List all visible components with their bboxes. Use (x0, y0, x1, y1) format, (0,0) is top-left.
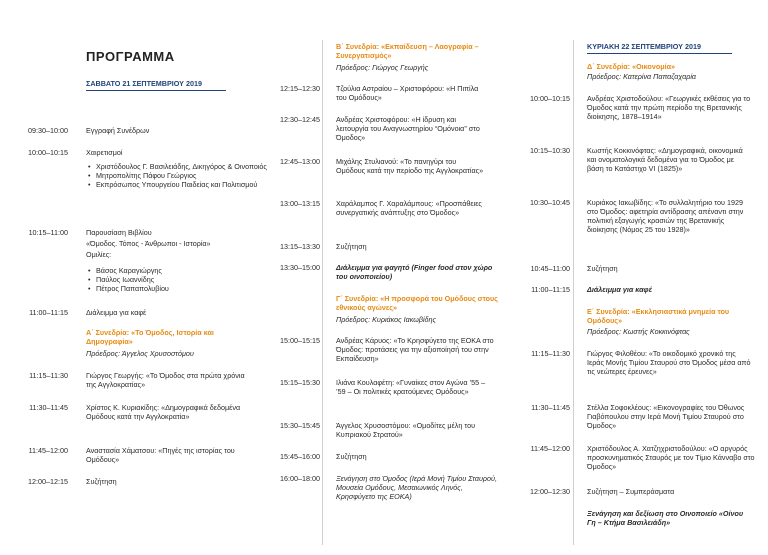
book-title: «Όμοδος. Τόπος - Άνθρωποι - Ιστορία» (86, 239, 211, 248)
time-label: 11:15–11:30 (29, 371, 68, 380)
session-a-title: Α΄ Συνεδρία: «Το Όμοδος, Ιστορία και Δημογραφία» (86, 328, 214, 346)
list-item: • Παύλος Ιωαννίδης (96, 275, 271, 284)
time-label: 11:30–11:45 (29, 403, 68, 412)
column-divider-2 (573, 40, 574, 545)
day2-date: ΚΥΡΙΑΚΗ 22 ΣΕΠΤΕΜΒΡΙΟΥ 2019 (587, 42, 732, 54)
time-label: 09:30–10:00 (28, 126, 68, 135)
list-item: • Πέτρος Παπαπολυβίου (96, 284, 271, 293)
agenda-item: Στέλλα Σοφοκλέους: «Εικονογραφίες του Όθωνος Γιαβόπουλου στην Ιερά Μονή Τιμίου Σταυρού στο Όμοδος» (587, 403, 745, 430)
agenda-item: Εγγραφή Συνέδρων (86, 126, 150, 135)
time-label: 10:45–11:00 (530, 264, 570, 273)
list-item: • Εκπρόσωπος Υπουργείου Παιδείας και Πολιτισμού (96, 180, 271, 189)
time-label: 15:15–15:30 (280, 378, 320, 387)
agenda-item: Μιχάλης Στυλιανού: «Το πανηγύρι του Ομόδους κατά την περίοδο της Αγγλοκρατίας» (336, 157, 484, 175)
agenda-item: Ανδρέας Χριστοφόρου: «Η ίδρυση και λειτουργία του Αναγνωστηρίου “Ομόνοια” στο Όμοδος» (336, 115, 480, 142)
agenda-item: Χαιρετισμοί (86, 148, 123, 157)
agenda-item: Αναστασία Χάματσου: «Πηγές της ιστορίας του Ομόδους» (86, 446, 235, 464)
time-label: 15:00–15:15 (280, 336, 320, 345)
session-chair: Πρόεδρος: Κυριάκος Ιακωβίδης (336, 315, 437, 324)
page-title: ΠΡΟΓΡΑΜΜΑ (86, 49, 175, 64)
time-label: 12:30–12:45 (280, 115, 320, 124)
agenda-item: Συζήτηση (587, 264, 618, 273)
time-label: 12:00–12:30 (530, 487, 570, 496)
agenda-item: Χριστόδουλος Α. Χατζηχριστοδούλου: «Ο αργυρός προσκυνηματικός Σταυρός με τον Τίμιο Κάνναβο στο Όμοδος» (587, 444, 755, 471)
agenda-item: Γιώργος Γεωργής: «Το Όμοδος στα πρώτα χρόνια της Αγγλοκρατίας» (86, 371, 245, 389)
agenda-item: Ανδρέας Κάρυος: «Το Κρησφύγετο της ΕΟΚΑ στο Όμοδος: προτάσεις για την αξιοποίησή του στην Εκπαίδευση» (336, 336, 494, 363)
agenda-item: Γιώργος Φιλοθέου: «Το οικοδομικό χρονικό της Ιεράς Μονής Τιμίου Σταυρού στο Όμοδος μέσα από τις νεώτερες έρευνες» (587, 349, 751, 376)
lunch-break: Διάλειμμα για φαγητό (Finger food στον χώρο του οινοποιείου) (336, 263, 493, 281)
time-label: 11:00–11:15 (531, 285, 570, 294)
time-label: 16:00–18:00 (280, 474, 320, 483)
greetings-list (86, 162, 271, 189)
speakers-list (86, 266, 271, 293)
agenda-item: Παρουσίαση Βιβλίου (86, 228, 152, 237)
agenda-item: Ξενάγηση στο Όμοδος (Ιερά Μονή Τιμίου Σταυρού, Μουσεία Ομόδους, Μεσαιωνικός Ληνός, Κρησφύγετο της ΕΟΚΑ) (336, 474, 497, 501)
session-chair: Πρόεδρος: Γιώργος Γεωργής (336, 63, 429, 72)
session-d-title: Δ΄ Συνεδρία: «Οικονομία» (587, 62, 676, 71)
list-item: • Μητροπολίτης Πάφου Γεώργιος (96, 171, 271, 180)
session-b-title: Β΄ Συνεδρία: «Εκπαίδευση – Λαογραφία – Συνεργατισμός» (336, 42, 479, 60)
agenda-item: Διάλειμμα για καφέ (86, 308, 147, 317)
time-label: 12:15–12:30 (280, 84, 320, 93)
time-label: 11:45–12:00 (530, 444, 570, 453)
time-label: 10:30–10:45 (530, 198, 570, 207)
time-label: 12:45–13:00 (280, 157, 320, 166)
speakers-label: Ομιλίες: (86, 250, 112, 259)
session-e-title: Ε΄ Συνεδρία: «Εκκλησιαστικά μνημεία του Ομόδους» (587, 307, 730, 325)
coffee-break: Διάλειμμα για καφέ (587, 285, 653, 294)
session-chair: Πρόεδρος: Κατερίνα Παπαζαχαρία (587, 72, 697, 81)
agenda-item: Άγγελος Χρυσοστόμου: «Ομοδίτες μέλη του Κυπριακού Στρατού» (336, 421, 476, 439)
time-label: 13:30–15:00 (280, 263, 320, 272)
time-label: 15:45–16:00 (280, 452, 320, 461)
agenda-item: Συζήτηση (86, 477, 117, 486)
agenda-item: Συζήτηση (336, 242, 367, 251)
closing-reception: Ξενάγηση και δεξίωση στο Οινοποιείο «Οίνου Γη – Κτήμα Βασιλειάδη» (587, 509, 744, 527)
agenda-item: Συζήτηση (336, 452, 367, 461)
column-divider-1 (322, 40, 323, 545)
agenda-item: Ανδρέας Χριστοδούλου: «Γεωργικές εκθέσεις για το Όμοδος κατά την πρώτη περίοδο της Βρετανικής διοίκησης, 1878–1914» (587, 94, 751, 121)
time-label: 10:00–10:15 (28, 148, 68, 157)
time-label: 13:15–13:30 (280, 242, 320, 251)
time-label: 15:30–15:45 (280, 421, 320, 430)
agenda-item: Κωστής Κοκκινόφτας: «Δημογραφικά, οικονομικά και ονοματολογικά δεδομένα για το Όμοδος με βάση το Κατάστιχο VI (1825)» (587, 146, 743, 173)
agenda-item: Τζούλια Αστραίου – Χριστοφόρου: «Η Πιπίλα του Ομόδους» (336, 84, 479, 102)
day1-date: ΣΑΒΒΑΤΟ 21 ΣΕΠΤΕΜΒΡΙΟΥ 2019 (86, 79, 226, 91)
time-label: 11:45–12:00 (28, 446, 68, 455)
time-label: 11:00–11:15 (29, 308, 68, 317)
list-item: • Χριστόδουλος Γ. Βασιλειάδης, Δικηγόρος & Οινοποιός (96, 162, 271, 171)
time-label: 10:00–10:15 (530, 94, 570, 103)
agenda-item: Ιλιάνα Κουλαφέτη: «Γυναίκες στον Αγώνα ’55 – ’59 – Οι πολιτικές κρατούμενες Ομόδους» (336, 378, 486, 396)
agenda-item: Κυριάκος Ιακωβίδης: «Το συλλαλητήριο του 1929 στο Όμοδος: αφετηρία αντίδρασης απέναντι στην πολιτική εξαγωγής κρασιών της Βρετανικής διοίκησης (Νόμος 25 του 1928)» (587, 198, 744, 234)
list-item: • Βάσος Καραγιώργης (96, 266, 271, 275)
session-chair: Πρόεδρος: Κωστής Κοκκινόφτας (587, 327, 690, 336)
agenda-item: Χρίστος Κ. Κυριακίδης: «Δημογραφικά δεδομένα Ομόδους κατά την Αγγλοκρατία» (86, 403, 241, 421)
time-label: 11:15–11:30 (531, 349, 570, 358)
session-c-title: Γ΄ Συνεδρία: «Η προσφορά του Ομόδους στους εθνικούς αγώνες» (336, 294, 498, 312)
time-label: 10:15–10:30 (530, 146, 570, 155)
session-chair: Πρόεδρος: Άγγελος Χρυσοστόμου (86, 349, 194, 358)
time-label: 10:15–11:00 (28, 228, 68, 237)
agenda-item: Συζήτηση – Συμπεράσματα (587, 487, 675, 496)
time-label: 11:30–11:45 (531, 403, 570, 412)
agenda-item: Χαράλαμπος Γ. Χαραλάμπους: «Προσπάθειες συνεργατικής ανάπτυξης στο Όμοδος» (336, 199, 482, 217)
time-label: 12:00–12:15 (28, 477, 68, 486)
time-label: 13:00–13:15 (280, 199, 320, 208)
